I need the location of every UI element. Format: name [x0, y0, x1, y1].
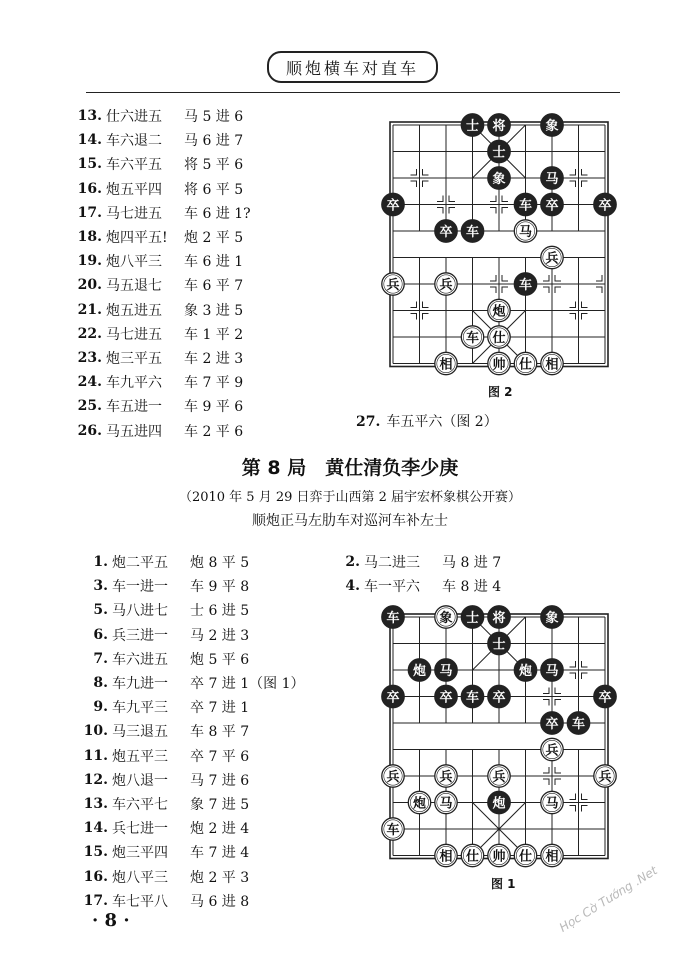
move-row [72, 201, 251, 225]
piece-label: 兵 [386, 770, 400, 785]
move-number: 14. [77, 132, 102, 149]
move-number: 17. [77, 204, 102, 221]
black-piece [514, 659, 536, 681]
move-number: 19. [77, 253, 102, 270]
black-move: 炮 2 进 4 [190, 821, 250, 838]
black-piece [514, 193, 536, 215]
move-row [78, 792, 305, 816]
piece-label: 将 [492, 611, 506, 626]
piece-label: 相 [545, 849, 559, 865]
move-row [72, 273, 251, 297]
move-row [72, 104, 251, 128]
piece-label: 车 [386, 823, 400, 838]
piece-label: 炮 [492, 304, 506, 320]
move-number: 22. [77, 325, 102, 342]
move-number: 13. [83, 795, 108, 812]
move-number: 12. [83, 771, 108, 788]
black-piece [488, 791, 510, 813]
move-number: 18. [77, 229, 102, 246]
piece-label: 兵 [439, 770, 453, 785]
red-move: 炮二平五 [112, 555, 168, 572]
red-move: 炮三平四 [112, 845, 168, 862]
black-piece [541, 167, 563, 189]
piece-label: 马 [439, 664, 453, 679]
red-move: 车一平六 [364, 579, 420, 596]
black-move: 车 6 进 1 [184, 254, 244, 271]
black-move: 车 6 进 1? [184, 205, 251, 222]
black-move: 象 7 进 5 [190, 796, 250, 813]
move-number: 7. [93, 650, 108, 667]
red-piece [594, 765, 616, 787]
game-opening: 顺炮正马左肋车对巡河车补左士 [252, 513, 448, 529]
piece-label: 车 [518, 278, 533, 293]
black-move: 车 8 进 4 [442, 579, 502, 596]
black-piece [408, 659, 430, 681]
move-number: 1. [93, 554, 108, 571]
piece-label: 象 [545, 119, 559, 134]
black-piece [541, 114, 563, 136]
black-piece [435, 220, 457, 242]
black-move: 车 7 平 9 [184, 375, 244, 392]
move-number: 25. [77, 398, 102, 415]
piece-label: 马 [545, 172, 559, 187]
game-title: 第 8 局 黄仕清负李少庚 [241, 457, 459, 479]
piece-label: 仕 [518, 357, 533, 373]
piece-label: 相 [439, 357, 453, 373]
piece-label: 卒 [439, 225, 453, 240]
black-move: 马 8 进 7 [442, 555, 502, 572]
red-move: 炮三平五 [106, 350, 162, 367]
red-move: 兵三进一 [112, 627, 168, 644]
black-move: 士 6 进 5 [190, 603, 250, 620]
piece-label: 炮 [492, 796, 506, 812]
move-row [78, 768, 305, 792]
move-number: 13. [77, 108, 102, 125]
red-move: 马八进七 [112, 603, 168, 620]
black-move: 卒 7 平 6 [190, 748, 250, 765]
red-move: 车九平六 [106, 375, 162, 392]
move-row [330, 550, 501, 574]
red-move: 马五退七 [106, 278, 162, 295]
game-subtitle: （2010 年 5 月 29 日弈于山西第 2 届宇宏杯象棋公开赛） [178, 490, 522, 505]
move-row [72, 370, 251, 394]
move-number: 14. [83, 820, 108, 837]
right-move-list [330, 550, 501, 598]
red-move: 马五进四 [106, 423, 162, 440]
move-row [72, 322, 251, 346]
piece-label: 车 [465, 331, 480, 346]
piece-label: 帅 [492, 357, 506, 373]
piece-label: 将 [492, 119, 506, 134]
red-piece [514, 844, 536, 866]
black-move: 车 9 平 8 [190, 579, 250, 596]
black-piece [488, 632, 510, 654]
black-piece [461, 685, 483, 707]
move-number: 9. [93, 699, 108, 716]
move-number: 26. [77, 422, 102, 439]
red-piece [435, 273, 457, 295]
black-piece [541, 606, 563, 628]
red-move: 车九平三 [112, 700, 168, 717]
move-row [78, 719, 305, 743]
move-row [78, 623, 305, 647]
red-piece [488, 326, 510, 348]
red-move: 车五进一 [106, 399, 162, 416]
red-move: 车六平五 [106, 157, 162, 174]
figure-1-caption: 图 1 [491, 877, 516, 891]
red-piece [488, 352, 510, 374]
black-piece [435, 659, 457, 681]
piece-label: 炮 [412, 664, 427, 679]
red-piece [541, 844, 563, 866]
black-piece [488, 167, 510, 189]
lower-move-list [78, 550, 305, 913]
red-piece [488, 299, 510, 321]
piece-label: 卒 [492, 690, 506, 706]
move-number: 4. [345, 578, 360, 595]
red-piece [514, 220, 536, 242]
red-move: 车一进一 [112, 579, 168, 596]
piece-label: 兵 [598, 770, 612, 785]
black-move: 车 7 进 4 [190, 845, 250, 862]
red-piece [461, 326, 483, 348]
black-move: 马 6 进 7 [184, 133, 244, 150]
final-move-text: 车五平六（图 2） [386, 414, 498, 430]
red-piece [541, 246, 563, 268]
move-row [72, 249, 251, 273]
red-piece [435, 844, 457, 866]
red-piece [541, 738, 563, 760]
move-number: 15. [83, 844, 108, 861]
move-row [72, 225, 251, 249]
move-row [78, 550, 305, 574]
black-piece [488, 685, 510, 707]
piece-label: 卒 [545, 717, 559, 732]
move-number: 17. [83, 892, 108, 909]
black-move: 马 2 进 3 [190, 627, 250, 644]
piece-label: 马 [439, 796, 453, 812]
move-number: 16. [77, 180, 102, 197]
move-row [72, 418, 251, 442]
black-move: 将 6 平 5 [184, 181, 244, 198]
board-figure-1 [375, 603, 623, 870]
piece-label: 卒 [598, 198, 612, 214]
red-move: 马三退五 [112, 724, 168, 741]
black-piece [382, 193, 404, 215]
move-row [330, 574, 501, 598]
move-number: 24. [77, 374, 102, 391]
watermark: Học Cờ Tướng .Net [556, 863, 660, 935]
red-move: 车七平八 [112, 893, 168, 910]
red-move: 车九进一 [112, 676, 168, 693]
red-move: 炮五平四 [106, 181, 162, 198]
page-number: · 8 · [92, 910, 130, 931]
black-piece [541, 712, 563, 734]
move-number: 2. [345, 554, 360, 571]
move-row [78, 598, 305, 622]
red-piece [488, 844, 510, 866]
piece-label: 兵 [439, 278, 453, 293]
move-row [78, 744, 305, 768]
red-piece [382, 273, 404, 295]
black-piece [541, 659, 563, 681]
move-number: 6. [93, 626, 108, 643]
red-move: 炮八平三 [106, 254, 162, 271]
piece-label: 卒 [386, 690, 400, 706]
piece-label: 卒 [598, 690, 612, 706]
red-move: 车六平七 [112, 796, 168, 813]
move-number: 23. [77, 349, 102, 366]
black-move: 象 3 进 5 [184, 302, 244, 319]
red-move: 马二进三 [364, 555, 420, 572]
black-move: 车 2 进 3 [184, 350, 244, 367]
black-move: 车 2 平 6 [184, 423, 244, 440]
figure-2-caption: 图 2 [488, 385, 513, 399]
red-move: 兵七进一 [112, 821, 168, 838]
black-move: 马 5 进 6 [184, 109, 244, 126]
black-move: 卒 7 进 1（图 1） [190, 676, 305, 693]
move-number: 5. [93, 602, 108, 619]
xiangqi-board [375, 111, 623, 378]
black-piece [567, 712, 589, 734]
piece-label: 仕 [465, 849, 480, 865]
final-move [356, 411, 498, 431]
black-piece [461, 606, 483, 628]
piece-label: 炮 [518, 664, 533, 679]
piece-label: 兵 [545, 251, 559, 267]
piece-label: 象 [439, 611, 453, 626]
piece-label: 卒 [439, 690, 453, 706]
black-move: 炮 2 平 3 [190, 869, 250, 886]
black-move: 马 6 进 8 [190, 893, 250, 910]
piece-label: 相 [439, 849, 453, 865]
piece-label: 卒 [386, 198, 400, 214]
running-header: 顺炮横车对直车 [267, 51, 438, 83]
move-row [78, 864, 305, 888]
move-row [78, 695, 305, 719]
red-move: 车六退二 [106, 133, 162, 150]
black-move: 炮 5 平 6 [190, 651, 250, 668]
piece-label: 马 [545, 664, 559, 679]
black-piece [461, 114, 483, 136]
red-move: 马七进五 [106, 326, 162, 343]
black-move: 车 8 平 7 [190, 724, 250, 741]
black-piece [594, 193, 616, 215]
black-move: 将 5 平 6 [184, 157, 244, 174]
piece-label: 车 [386, 611, 400, 626]
header-rule [86, 92, 620, 93]
red-move: 炮八平三 [112, 869, 168, 886]
red-piece [435, 606, 457, 628]
red-move: 车六进五 [112, 651, 168, 668]
move-row [78, 574, 305, 598]
black-piece [382, 685, 404, 707]
piece-label: 车 [465, 690, 480, 706]
piece-label: 仕 [492, 331, 506, 346]
piece-label: 相 [545, 357, 559, 373]
red-move: 炮五平三 [112, 748, 168, 765]
black-piece [382, 606, 404, 628]
red-move: 炮四平五! [106, 230, 168, 247]
move-number: 11. [83, 747, 108, 764]
red-piece [435, 765, 457, 787]
black-move: 车 9 平 6 [184, 399, 244, 416]
red-move: 仕六进五 [106, 109, 162, 126]
piece-label: 马 [518, 225, 533, 240]
black-move: 车 6 平 7 [184, 278, 244, 295]
piece-label: 炮 [412, 796, 427, 812]
red-piece [382, 818, 404, 840]
board-figure-2 [375, 111, 623, 378]
black-piece [435, 685, 457, 707]
piece-label: 士 [492, 637, 506, 653]
black-move: 卒 7 进 1 [190, 700, 250, 717]
move-number: 21. [77, 301, 102, 318]
move-number: 8. [93, 675, 108, 692]
move-row [72, 394, 251, 418]
piece-label: 马 [545, 796, 559, 812]
move-number: 3. [93, 578, 108, 595]
black-piece [594, 685, 616, 707]
move-row [78, 647, 305, 671]
red-piece [382, 765, 404, 787]
move-row [78, 671, 305, 695]
black-move: 车 1 平 2 [184, 326, 244, 343]
red-piece [541, 791, 563, 813]
piece-label: 象 [492, 172, 506, 187]
red-move: 炮八退一 [112, 772, 168, 789]
piece-label: 士 [465, 611, 480, 626]
piece-label: 卒 [545, 198, 559, 214]
move-number: 16. [83, 868, 108, 885]
piece-label: 士 [492, 145, 506, 161]
move-row [72, 298, 251, 322]
black-piece [488, 140, 510, 162]
piece-label: 兵 [545, 743, 559, 759]
black-piece [541, 193, 563, 215]
piece-label: 仕 [518, 849, 533, 865]
xiangqi-board [375, 603, 623, 870]
red-move: 炮五进五 [106, 302, 162, 319]
piece-label: 车 [571, 717, 586, 732]
black-piece [488, 606, 510, 628]
black-move: 马 7 进 6 [190, 772, 250, 789]
red-piece [461, 844, 483, 866]
piece-label: 帅 [492, 849, 506, 865]
move-number: 15. [77, 156, 102, 173]
move-number: 10. [83, 723, 108, 740]
black-move: 炮 2 平 5 [184, 230, 244, 247]
red-piece [488, 765, 510, 787]
piece-label: 士 [465, 119, 480, 134]
red-piece [541, 352, 563, 374]
move-row [72, 128, 251, 152]
black-piece [461, 220, 483, 242]
move-number: 20. [77, 277, 102, 294]
piece-label: 车 [518, 198, 533, 214]
piece-label: 兵 [386, 278, 400, 293]
black-piece [514, 273, 536, 295]
black-piece [488, 114, 510, 136]
red-move: 马七进五 [106, 205, 162, 222]
move-row [78, 840, 305, 864]
black-move: 炮 8 平 5 [190, 555, 250, 572]
red-piece [514, 352, 536, 374]
red-piece [435, 791, 457, 813]
red-piece [435, 352, 457, 374]
piece-label: 象 [545, 611, 559, 626]
move-row [78, 816, 305, 840]
upper-move-list [72, 104, 251, 443]
piece-label: 车 [465, 225, 480, 240]
move-row [72, 346, 251, 370]
move-row [72, 177, 251, 201]
move-row [72, 152, 251, 176]
red-piece [408, 791, 430, 813]
piece-label: 兵 [492, 770, 506, 785]
final-move-number: 27. [356, 414, 381, 430]
